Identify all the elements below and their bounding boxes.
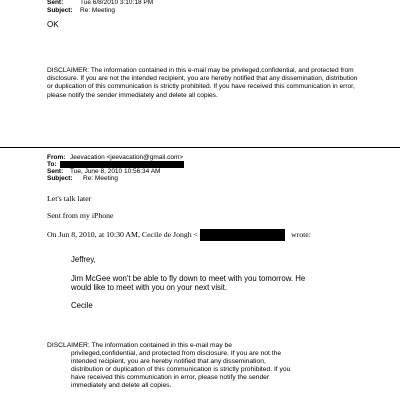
disclaimer-line-1: DISCLAIMER: The information contained in this e-mail may be — [47, 342, 232, 349]
sent-value-2: Tue, June 8, 2010 10:56:34 AM — [70, 168, 161, 175]
disclaimer-line-3: intended recipient, you are hereby notified that any dissemination, — [71, 358, 266, 365]
quote-wrote: wrote: — [291, 230, 311, 239]
email-body-ok: OK — [47, 20, 59, 29]
to-label: To: — [47, 161, 57, 168]
disclaimer-top: DISCLAIMER: The information contained in this e-mail may be privileged,confidential, and protected from disclosure. If you are not the intended recipient, you are hereby notified that any dissemination, distribution or duplication of this communication is strictly prohibited. If you have received this communication in error, please notify the sender immediately and delete all copies. — [47, 67, 358, 99]
redaction-to — [60, 161, 184, 168]
subject-label: Subject: — [47, 7, 73, 14]
from-value: Jeevacation <jeevacation@gmail.com> — [70, 154, 184, 161]
disclaimer-line-4: distribution or duplication of this communication is strictly prohibited. If you — [71, 366, 291, 373]
message-line-1: Jim McGee won't be able to fly down to meet with you tomorrow. He — [71, 274, 306, 283]
sent-label: Sent: — [47, 0, 64, 6]
from-label: From: — [47, 154, 66, 161]
subject-label-2: Subject: — [47, 175, 73, 182]
disclaimer-line-5: have received this communication in error, please notify the sender — [71, 374, 270, 381]
subject-value: Re: Meeting — [80, 7, 116, 14]
sent-value: Tue 6/8/2010 3:10:18 PM — [80, 0, 154, 6]
quote-intro: On Jun 8, 2010, at 10:30 AM, Cecile de Jongh < — [47, 230, 199, 239]
greeting: Jeffrey, — [71, 255, 96, 264]
reply-line-1: Let's talk later — [47, 194, 92, 203]
signature: Cecile — [71, 301, 93, 310]
disclaimer-line-6: immediately and delete all copies. — [71, 382, 172, 389]
subject-value-2: Re: Meeting — [83, 175, 119, 182]
reply-line-2: Sent from my iPhone — [47, 211, 114, 220]
disclaimer-line-2: privileged,confidential, and protected from disclosure. If you are not the — [71, 350, 282, 357]
page-divider — [0, 147, 400, 148]
redaction-email — [200, 229, 285, 241]
message-line-2: would like to meet with you on your next visit. — [71, 283, 228, 292]
sent-label-2: Sent: — [47, 168, 64, 175]
